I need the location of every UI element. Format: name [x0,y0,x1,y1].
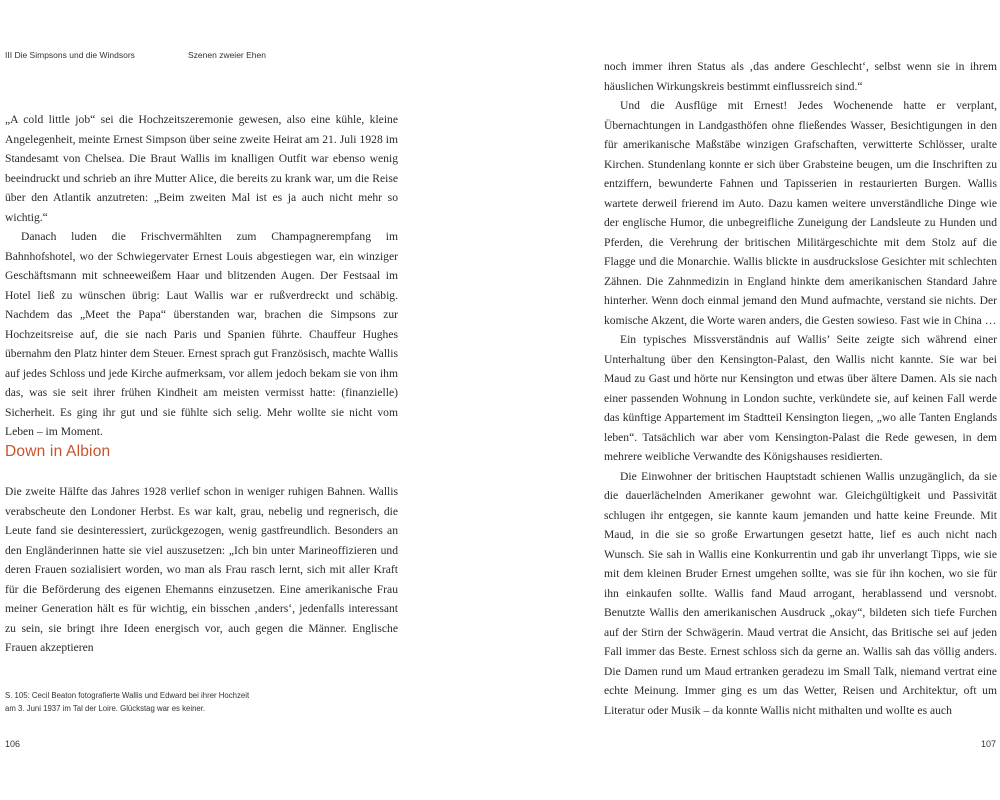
right-page [500,0,1000,800]
caption-line: am 3. Juni 1937 im Tal der Loire. Glückstag war es keiner. [5,704,206,713]
body-text-bottom [5,482,398,658]
body-text [604,57,997,720]
paragraph: Die Einwohner der britischen Hauptstadt schienen Wallis unzugänglich, da sie die dauerlächelnden Amerikaner gewohnt war. Gleichgültigkeit und Passivität schlugen ihr entgegen, sie kannte kaum jemanden und hatte keine Freunde. Mit Maud, in die sie so große Erwartungen gesetzt hatte, lief es auch nicht nach Wunsch. Sie sah in Wallis eine Konkurrentin und gab ihr unverlangt Tipps, wie sie mit dem kleinen Bruder Ernest umgehen sollte, was sie für ihn kochen, wo sie für ihn einkaufen sollte. Wallis fand Maud arrogant, herablassend und versnobt. Benutzte Wallis den amerikanischen Ausdruck „okay“, bildeten sich tiefe Furchen auf der Stirn der Schwägerin. Maud vertrat die Ansicht, das Britische sei auf jeden Fall immer das Beste. Ernest schloss sich da gerne an. Wallis sah das völlig anders. Die Damen rund um Maud ertranken geradezu im Small Talk, niemand vertrat eine echte Meinung. Immer ging es um das Wetter, Reisen und Architektur, oft um Literatur oder Musik – da konnte Wallis nicht mithalten und wollte es auch [604,469,997,717]
paragraph: noch immer ihren Status als ‚das andere Geschlecht‘, selbst wenn sie in ihrem häuslichen Wirkungskreis bestimmt einflussreich sind.“ [604,60,997,93]
photo-caption [5,689,335,715]
caption-line: S. 105: Cecil Beaton fotografierte Wallis und Edward bei ihrer Hochzeit [5,691,250,700]
paragraph: Die zweite Hälfte das Jahres 1928 verlief schon in weniger ruhigen Bahnen. Wallis verabscheute den Londoner Herbst. Es war kalt, grau, nebelig und regnerisch, die Leute fand sie desinteressiert, zurückgezogen, wenig gastfreundlich. Besonders an den Engländerinnen hatte sie viel auszusetzen: „Ich bin unter Marineoffizieren und deren Frauen sozialisiert worden, wo man als Frau rasch lernt, sich mit aller Kraft für die Beförderung des eigenen Ehemanns einzusetzen. Eine amerikanische Frau meiner Generation hält es für wichtig, ein bisschen ‚anders‘, jedenfalls interessant zu sein, sie bringt ihre Ideen energisch vor, auch gegen die Männer. Englische Frauen akzeptieren [5,485,398,654]
body-text-top [5,110,398,442]
page-number: 107 [980,739,996,749]
running-head-section: Szenen zweier Ehen [188,50,266,60]
running-head [5,50,266,60]
paragraph: Danach luden die Frischvermählten zum Champagnerempfang im Bahnhofshotel, wo der Schwiegervater Ernest Louis abgestiegen war, ein winziger Geschäftsmann mit schneeweißem Haar und blitzenden Augen. Der Festsaal im Hotel ließ zu wünschen übrig: Laut Wallis war er rußverdreckt und schäbig. Nachdem das „Meet the Papa“ überstanden war, brachen die Simpsons zur Hochzeitsreise auf, die sie nach Paris und Spanien führte. Chauffeur Hughes übernahm den Platz hinter dem Steuer. Ernest sprach gut Französisch, machte Wallis auf jedes Schloss und jede Kirche aufmerksam, vor allem jedoch bekam sie von ihm das, was sie seit ihrer frühen Kindheit am meisten vermisst hatte: (finanzielle) Sicherheit. Es ging ihr gut und sie fühlte sich selig. Mehr wollte sie nicht vom Leben – im Moment. [5,230,398,438]
paragraph: Ein typisches Missverständnis auf Wallis’ Seite zeigte sich während einer Unterhaltung über den Kensington-Palast, den Wallis nicht kannte. Sie war bei Maud zu Gast und hörte nur Kensington und etwas über ältere Damen. Als sie nach einer passenden Wohnung in London suchte, verkündete sie, auf keinen Fall werde das künftige Appartement im Stadtteil Kensington liegen, „wo alle Tanten Englands leben“. Tatsächlich war aber vom Kensington-Palast die Rede gewesen, in dem mehrere weibliche Verwandte des Königshauses residierten. [604,333,997,463]
section-subheading: Down in Albion [5,443,111,460]
running-head-chapter: III Die Simpsons und die Windsors [5,50,135,60]
paragraph: Und die Ausflüge mit Ernest! Jedes Wochenende hatte er verplant, Übernachtungen in Landgasthöfen ohne fließendes Wasser, Besichtigungen in den für amerikanische Maßstäbe winzigen Grafschaften, verwitterte Schlösser, uralte Kirchen. Stundenlang konnte er sich über Grabsteine beugen, um die Inschriften zu entziffern, bewunderte Fahnen und Tapisserien in restaurierten Burgen. Wallis wartete derweil frierend im Auto. Dazu kamen weitere unverständliche Dinge wie der englische Humor, die unbegreifliche Zuneigung der Landsleute zu Hunden und Pferden, die Verehrung der britischen Militärgeschichte mit dem Stolz auf die Flagge und die Monarchie. Wallis blickte in ausdruckslose Gesichter mit schlechten Zähnen. Die Zahnmedizin in England hinkte dem amerikanischen Standard Jahre hinterher. Wenn doch einmal jemand den Mund aufmachte, verstand sie nichts. Der komische Akzent, die Worte waren anders, die Gesten sowieso. Fast wie in China … [604,99,997,327]
paragraph: „A cold little job“ sei die Hochzeitszeremonie gewesen, also eine kühle, kleine Angelegenheit, meinte Ernest Simpson über seine zweite Heirat am 21. Juli 1928 im Standesamt von Chelsea. Die Braut Wallis im knalligen Outfit war ebenso wenig beeindruckt und schrieb an ihre Mutter Alice, die bereits zu krank war, um die Reise über den Atlantik anzutreten: „Beim zweiten Mal ist es ja auch nicht mehr so wichtig.“ [5,113,398,224]
page-number: 106 [5,739,21,749]
